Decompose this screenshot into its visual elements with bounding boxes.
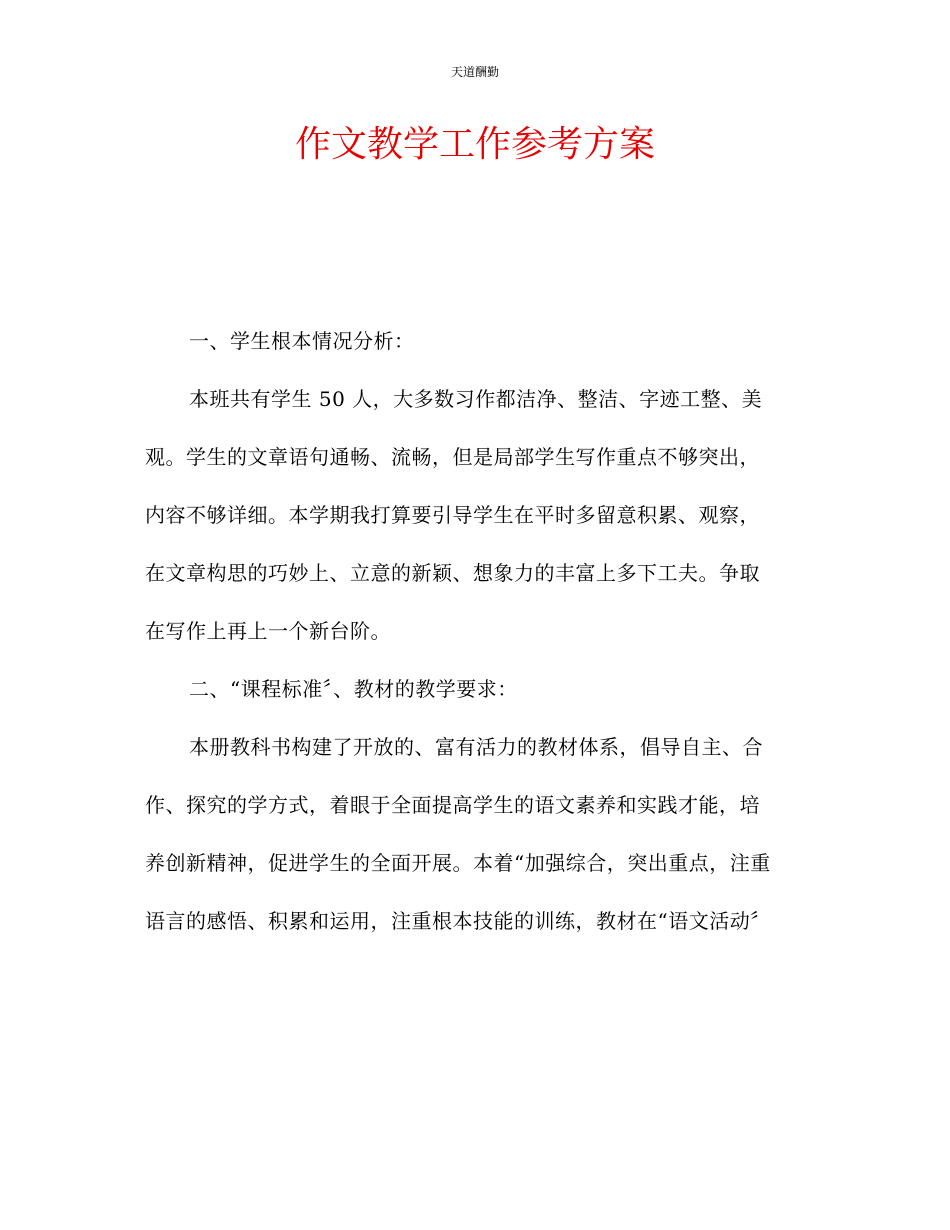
document-body	[145, 312, 810, 950]
paragraph-line: 观。学生的文章语句通畅、流畅，但是局部学生写作重点不够突出，	[145, 445, 760, 469]
paragraph-line: 在文章构思的巧妙上、立意的新颖、想象力的丰富上多下工夫。争取	[145, 561, 760, 585]
paragraph-line: 在写作上再上一个新台阶。	[145, 619, 391, 643]
paragraph-line: 养创新精神，促进学生的全面开展。本着“加强综合，突出重点，注重	[145, 851, 771, 875]
section-heading-2	[145, 660, 810, 718]
paragraph-line: 一、学生根本情况分析：	[189, 329, 415, 353]
paragraph-student-analysis	[145, 370, 810, 660]
paragraph-line: 内容不够详细。本学期我打算要引导学生在平时多留意积累、观察，	[145, 503, 760, 527]
section-heading-1	[145, 312, 810, 370]
page-header	[0, 64, 950, 80]
document-title	[0, 122, 950, 168]
paragraph-line: 二、“课程标准〞、教材的教学要求：	[189, 677, 518, 701]
paragraph-line: 语言的感悟、积累和运用，注重根本技能的训练，教材在“语文活动〞	[145, 909, 771, 933]
header-text: 天道酬勤	[450, 65, 499, 79]
paragraph-line: 本班共有学生 50 人，大多数习作都洁净、整洁、字迹工整、美	[189, 387, 763, 411]
paragraph-line: 作、探究的学方式，着眼于全面提高学生的语文素养和实践才能，培	[145, 793, 760, 817]
paragraph-line: 本册教科书构建了开放的、富有活力的教材体系，倡导自主、合	[189, 735, 763, 759]
document-title-text: 作文教学工作参考方案	[294, 124, 655, 165]
paragraph-textbook-requirements	[145, 718, 810, 950]
